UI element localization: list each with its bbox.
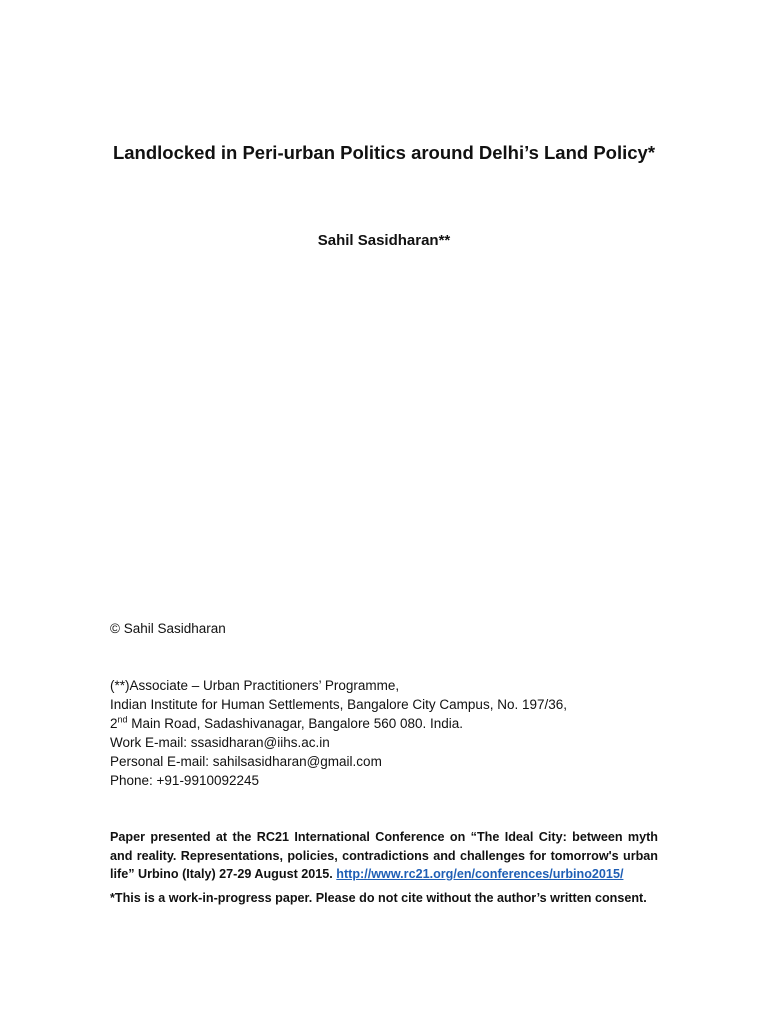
conference-note-text: Paper presented at the RC21 International Conference on “The Ideal City: between myth and reality. Representations, policies, contradictions and challenges for tomorrow's urban life” Urbino (Italy) 27-29 August 2015. <box>110 830 658 881</box>
disclaimer-note: *This is a work-in-progress paper. Please do not cite without the author’s written consent. <box>110 891 647 905</box>
address-number: 2 <box>110 716 118 731</box>
address-street: Main Road, Sadashivanagar, Bangalore 560 080. India. <box>127 716 464 731</box>
author-affiliation <box>110 676 670 790</box>
paper-title: Landlocked in Peri-urban Politics around Delhi’s Land Policy* <box>112 142 656 163</box>
phone-number: Phone: +91-9910092245 <box>110 773 260 788</box>
personal-email: Personal E-mail: sahilsasidharan@gmail.com <box>110 754 382 769</box>
address-ordinal: nd <box>117 714 128 725</box>
author-name: Sahil Sasidharan** <box>317 232 451 249</box>
conference-link[interactable]: http://www.rc21.org/en/conferences/urbino2015/ <box>336 867 624 881</box>
affiliation-role: (**)Associate – Urban Practitioners’ Programme, <box>110 678 400 693</box>
affiliation-institute: Indian Institute for Human Settlements, Bangalore City Campus, No. 197/36, <box>110 697 567 712</box>
copyright-notice: © Sahil Sasidharan <box>110 621 226 636</box>
affiliation-address <box>110 714 670 733</box>
conference-note <box>110 828 658 884</box>
work-email: Work E-mail: ssasidharan@iihs.ac.in <box>110 735 330 750</box>
